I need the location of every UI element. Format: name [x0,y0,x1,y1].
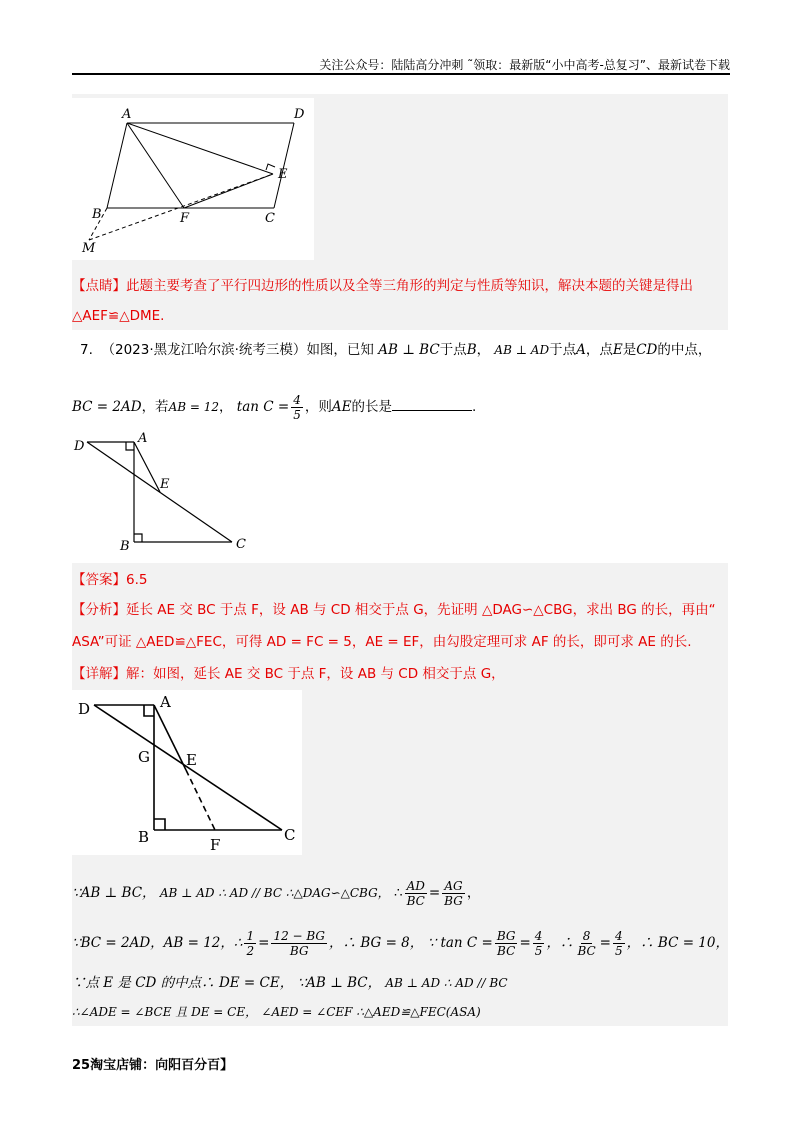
fig2-label-d: D [74,439,85,454]
fig3-label-d: D [78,700,91,718]
step-3b: ∵AB ⊥ BC， [297,975,382,991]
text-midpoint: 的中点， [657,342,712,358]
detail-line [72,664,505,684]
fig3-label-a: A [160,693,171,711]
step-1a: ∵AB ⊥ BC， [72,885,156,901]
comment-line-1 [72,276,693,296]
text-point: ，点 [585,342,613,358]
problem-7-line-2: BC = 2AD，若AB = 12， tan C = $\frac{4}{5}$ ，则AE的长是 . [72,392,477,422]
fig3-label-g: G [138,748,150,766]
cond-bc-2ad: BC = 2AD [72,399,142,415]
step-1-end: ， [466,885,481,901]
fig2-label-c: C [236,537,246,552]
problem-intro: 如图，已知 [306,342,374,358]
frac-4-5: $\frac{4}{5}$ [534,928,543,958]
extended-figure [72,690,302,855]
tan-fraction: $\frac{4}{5}$ [293,392,301,422]
step-1b: AB ⊥ AD ∴ AD // BC ∴△DAG∽△CBG， [159,886,390,900]
answer-line [72,570,147,590]
step-4a: ∴∠ADE = ∠BCE 且 DE = CE， [72,1005,258,1019]
page-header: 关注公众号：陆陆高分冲刺 ˜领取：最新版“小中高考-总复习”、最新试卷下载 [319,58,730,72]
fig1-label-b: B [92,207,102,222]
detail-tag: 【详解】 [72,666,126,682]
cond-ab-perp-bc: AB ⊥ BC [378,342,440,358]
step-1c: ∴ [393,885,403,901]
step-1-eq: = [428,885,441,901]
segment-cd: CD [636,342,658,358]
frac-1-2: $\frac{1}{2}$ [246,928,255,958]
solution-line-1 [72,876,480,910]
comment-tag: 【点睛】 [72,278,126,294]
page-footer: 25淘宝店铺：向阳百分百】 [72,1058,234,1073]
text-at-b: 于点 [439,342,467,358]
text-at-a: 于点 [549,342,577,358]
step-2e: ，∴ BC = 10， [626,935,729,951]
step-2b: ，∴ BG = 8， [329,935,424,951]
step-2-eq3: = [599,935,611,951]
cond-ab-12: AB = 12 [168,400,219,414]
fig1-label-d: D [294,107,305,122]
tan-label: tan C = [236,399,290,415]
text-if: ，若 [141,399,169,415]
fig1-label-f: F [180,211,190,226]
frac-ad-bc: $\frac{AD}{BC}$ [406,878,425,908]
frac-4-5-b: $\frac{4}{5}$ [614,928,623,958]
text-is: 是 [622,342,637,358]
problem-number: 7. [80,342,93,358]
fig3-label-b: B [138,828,150,846]
text-then: ，则 [304,399,332,415]
analysis-tag: 【分析】 [72,602,126,618]
point-a: A [576,342,586,358]
step-2d: ，∴ [546,935,574,951]
fig3-label-e: E [186,751,197,769]
header-rule [72,73,730,75]
fig1-label-e: E [278,167,288,182]
analysis-line-2: ASA”可证 △AED≌△FEC，可得 AD = FC = 5，AE = EF，由勾股定理可求 AF 的长，即可求 AE 的长. [72,634,692,650]
figure-3-box [72,690,302,855]
point-b: B [466,342,477,358]
step-2-eq: = [258,935,270,951]
step-3c: AB ⊥ AD ∴ AD // BC [385,976,508,990]
text-length-is: 的长是 [351,399,392,415]
frac-12-bg: $\frac{12 - BG}{BG}$ [273,928,326,958]
solution-line-2 [72,926,729,960]
fig1-label-c: C [265,211,275,226]
frac-ag-bg: $\frac{AG}{BG}$ [444,878,463,908]
analysis-line-1 [72,600,716,620]
solution-line-4 [72,1002,481,1022]
solution-line-3 [72,973,508,993]
frac-8-bc: $\frac{8}{BC}$ [577,928,596,958]
parallelogram-figure [72,98,314,260]
step-2a: ∵BC = 2AD，AB = 12，∴ [72,935,243,951]
problem-7-figure [72,428,272,558]
problem-7-line-1: 7. （2023·黑龙江哈尔滨·统考三模）如图，已知 AB ⊥ BC于点B， AB ⊥ AD于点A，点E是CD的中点， [80,342,712,358]
fig3-label-f: F [210,836,221,854]
ask-segment-ae: AE [331,399,352,415]
text-end: . [471,399,477,415]
figure-1-box [72,98,314,260]
fig2-label-e: E [160,477,170,492]
cond-ab-perp-ad: AB ⊥ AD [494,343,550,357]
analysis-text-1: 延长 AE 交 BC 于点 F，设 AB 与 CD 相交于点 G，先证明 △DAG∽△CBG，求出 BG 的长，再由“ [126,602,716,618]
answer-tag: 【答案】 [72,572,126,588]
step-2c: ∵ tan C = [427,935,493,951]
fig2-label-b: B [120,539,130,554]
comment-text-1: 此题主要考查了平行四边形的性质以及全等三角形的判定与性质等知识，解决本题的关键是得出 [126,278,693,294]
frac-bg-bc: $\frac{BG}{BC}$ [496,928,516,958]
answer-blank [392,396,472,411]
detail-text: 解：如图，延长 AE 交 BC 于点 F，设 AB 与 CD 相交于点 G， [126,666,505,682]
fig1-label-m: M [82,241,96,256]
step-2-eq2: = [519,935,531,951]
fig3-label-c: C [284,826,296,844]
problem-source: （2023·黑龙江哈尔滨·统考三模） [101,342,307,358]
point-e: E [612,342,623,358]
answer-value: 6.5 [126,572,148,588]
comment-line-2: △AEF≌△DME. [72,308,165,324]
step-3a: ∵点 E 是 CD 的中点∴ DE = CE， [72,975,294,991]
fig1-label-a: A [122,107,132,122]
fig2-label-a: A [138,431,148,446]
step-4b: ∠AED = ∠CEF ∴△AED≌△FEC(ASA) [261,1005,481,1019]
